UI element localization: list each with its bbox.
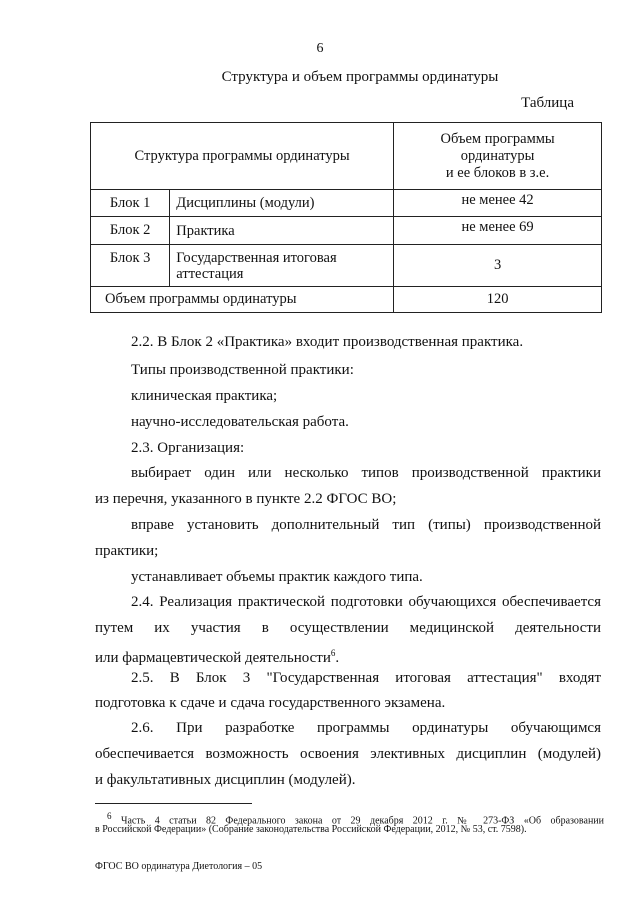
paragraph-end: . [335,650,340,666]
paragraph: и факультативных дисциплин (модулей). [95,772,356,788]
paragraph: обеспечивается возможность освоения элективных дисциплин (модулей) [95,746,601,762]
page-footer: ФГОС ВО ординатура Диетология – 05 [95,861,263,872]
footnote-text: Часть 4 статьи 82 Федерального закона от 29 декабря 2012 г. № 273-ФЗ «Об образовании [120,815,605,827]
paragraph: путем их участия в осуществлении медицинской деятельности [95,620,601,636]
paragraph: Типы производственной практики: [131,362,354,378]
header-volume-line2: ординатуры [460,147,535,164]
table-row [91,217,602,245]
total-value: 120 [394,287,602,313]
block-label: Блок 3 [91,245,170,287]
paragraph: 2.6. При разработке программы ординатуры обучающимся [131,720,601,736]
total-label: Объем программы ординатуры [91,287,394,313]
block-value: не менее 42 [394,190,602,217]
block-name: Практика [170,217,394,245]
paragraph: 2.2. В Блок 2 «Практика» входит производственная практика. [131,334,524,350]
paragraph [95,644,339,667]
header-volume [394,123,602,190]
block-value: 3 [394,245,602,287]
paragraph: устанавливает объемы практик каждого типа. [131,569,423,585]
section-title: Структура и объем программы ординатуры [221,69,499,85]
table-total-row [91,287,602,313]
paragraph: вправе установить дополнительный тип (типы) производственной [131,517,601,533]
paragraph: выбирает один или несколько типов производственной практики [131,465,601,481]
paragraph: научно-исследовательская работа. [131,414,349,430]
page-number: 6 [316,41,324,56]
paragraph: из перечня, указанного в пункте 2.2 ФГОС ВО; [95,491,397,507]
paragraph: клиническая практика; [131,388,278,404]
table-label: Таблица [521,95,574,111]
block-name: Государственная итоговая аттестация [170,245,394,287]
footnote-divider [95,803,252,804]
header-structure: Структура программы ординатуры [91,123,394,190]
footnote-mark: 6 [107,811,112,821]
paragraph: 2.4. Реализация практической подготовки обучающихся обеспечивается [131,594,601,610]
footnote-text: в Российской Федерации» (Собрание законодательства Российской Федерации, 2012, № 53, ст. 7598). [95,824,527,835]
footnote-ref: 6 [330,648,336,658]
paragraph: 2.5. В Блок 3 "Государственная итоговая аттестация" входят [131,670,601,686]
paragraph: практики; [95,543,159,559]
program-structure-table [90,122,602,313]
block-name: Дисциплины (модули) [170,190,394,217]
table-row [91,190,602,217]
table-header-row [91,123,602,190]
header-volume-line1: Объем программы [440,130,555,147]
header-volume-line3: и ее блоков в з.е. [445,164,550,181]
paragraph-text: или фармацевтической деятельности [95,650,331,666]
block-label: Блок 2 [91,217,170,245]
paragraph: подготовка к сдаче и сдача государственного экзамена. [95,695,446,711]
block-value: не менее 69 [394,217,602,245]
table-row [91,245,602,287]
paragraph: 2.3. Организация: [131,440,245,456]
block-label: Блок 1 [91,190,170,217]
